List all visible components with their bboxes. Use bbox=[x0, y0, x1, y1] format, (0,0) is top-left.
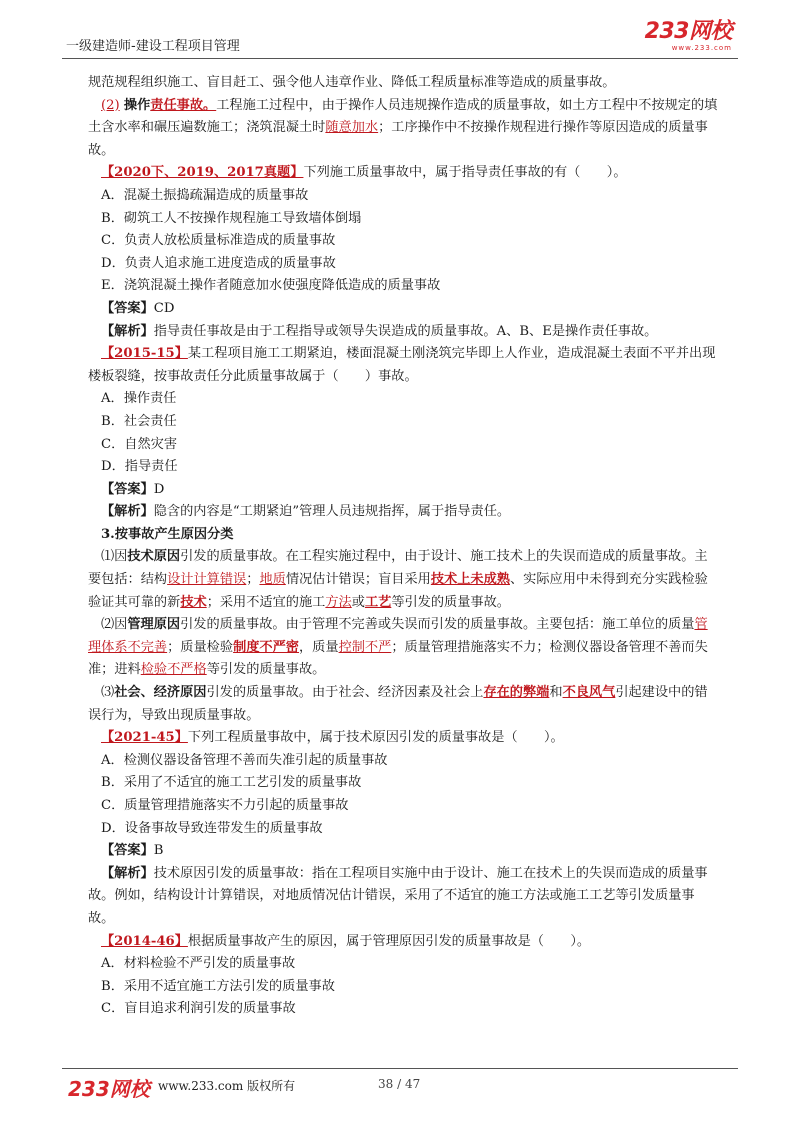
text-run: ； bbox=[246, 572, 260, 588]
option: D．设备事故导致连带发生的质量事故 bbox=[101, 820, 323, 836]
question-1-stem bbox=[88, 162, 718, 185]
item-title: 操作 bbox=[123, 97, 151, 113]
cause-social-economic bbox=[88, 682, 718, 727]
text-run: 情况估计错误；盲目采用 bbox=[285, 572, 431, 588]
key-term: 随意加水 bbox=[325, 120, 379, 136]
cause-technical bbox=[88, 546, 718, 614]
option: D．负责人追求施工进度造成的质量事故 bbox=[101, 255, 336, 271]
option: D．指导责任 bbox=[101, 459, 178, 475]
logo-text: 233网校 bbox=[644, 19, 732, 44]
option: A．操作责任 bbox=[101, 391, 177, 407]
analysis-text: 技术原因引发的质量事故：指在工程项目实施中由于设计、施工在技术上的失误而造成的质量事故。例如，结构设计计算错误，对地质情况估计错误，采用了不适宜的施工方法或施工工艺等引发质量事故。 bbox=[88, 865, 708, 926]
text-run: ，质量 bbox=[299, 639, 339, 655]
key-term: 存在的弊端 bbox=[483, 685, 550, 701]
answer-value: B bbox=[153, 843, 164, 859]
analysis bbox=[88, 863, 718, 931]
question-tag: 【2014-46】 bbox=[101, 933, 188, 949]
text-run: 引发的质量事故。由于管理不完善或失误而引发的质量事故。主要包括：施工单位的质量 bbox=[180, 617, 695, 633]
question-4-stem bbox=[88, 931, 718, 954]
option: B．社会责任 bbox=[101, 413, 177, 429]
key-term: 制度不严密 bbox=[233, 639, 299, 655]
key-term: 技术 bbox=[180, 594, 207, 610]
analysis bbox=[88, 501, 718, 524]
question-tag: 【2015-15】 bbox=[101, 346, 188, 362]
footer-copyright: www.233.com 版权所有 bbox=[158, 1079, 296, 1093]
item-number: ⑶ bbox=[101, 685, 115, 701]
item-number: ⑴因 bbox=[101, 549, 128, 565]
option: B．采用不适宜施工方法引发的质量事故 bbox=[101, 978, 335, 994]
answer-value: D bbox=[153, 481, 165, 497]
key-term: 工艺 bbox=[364, 594, 392, 610]
answer-label: 【答案】 bbox=[101, 481, 154, 497]
analysis bbox=[88, 321, 718, 344]
question-text: 某工程项目施工工期紧迫，楼面混凝土刚浇筑完毕即上人作业，造成混凝土表面不平并出现楼板裂缝，按事故责任分此质量事故属于（ ）事故。 bbox=[88, 346, 716, 384]
analysis-label: 【解析】 bbox=[101, 504, 154, 520]
option: B．采用了不适宜的施工工艺引发的质量事故 bbox=[101, 775, 362, 791]
text-run: 工程施工过程中，由于操作人员违规操作造成的质量事故，如土方工程中不按规定的填土含水率和碾压遍数施工；浇筑混凝土时 bbox=[88, 97, 718, 136]
page-footer bbox=[62, 1068, 738, 1099]
answer bbox=[88, 840, 718, 863]
option: A．检测仪器设备管理不善而失准引起的质量事故 bbox=[101, 752, 388, 768]
option: B．砌筑工人不按操作规程施工导致墙体倒塌 bbox=[101, 210, 362, 226]
analysis-label: 【解析】 bbox=[101, 865, 154, 881]
key-term: 控制不严 bbox=[338, 639, 392, 655]
answer bbox=[88, 298, 718, 321]
logo-url: www.233.com bbox=[671, 44, 732, 52]
page-header bbox=[62, 20, 738, 59]
analysis-text: 隐含的内容是“工期紧迫”管理人员违规指挥，属于指导责任。 bbox=[153, 504, 511, 520]
key-term: 不良风气 bbox=[562, 685, 616, 701]
item-number: (2) bbox=[101, 97, 120, 113]
text-run: 和 bbox=[549, 685, 563, 701]
item-number: ⑵因 bbox=[101, 617, 128, 633]
option: A．材料检验不严引发的质量事故 bbox=[101, 956, 296, 972]
text-run: ；采用不适宜的施工 bbox=[206, 594, 326, 610]
paragraph-text: 规范规程组织施工、盲目赶工、强令他人违章作业、降低工程质量标准等造成的质量事故。 bbox=[88, 75, 616, 90]
key-term: 方法 bbox=[325, 594, 352, 610]
section-heading: 3.按事故产生原因分类 bbox=[101, 526, 234, 542]
brand-logo bbox=[645, 20, 732, 52]
footer-logo: 233网校 bbox=[68, 1077, 150, 1101]
item-title: 社会、经济原因 bbox=[114, 685, 207, 701]
text-run: 或 bbox=[351, 594, 365, 610]
answer-label: 【答案】 bbox=[101, 843, 154, 859]
answer bbox=[88, 479, 718, 502]
text-run: 等引发的质量事故。 bbox=[206, 662, 326, 678]
analysis-text: 指导责任事故是由于工程指导或领导失误造成的质量事故。A、B、E是操作责任事故。 bbox=[153, 323, 658, 339]
key-term: 地质 bbox=[259, 572, 286, 588]
item-title-underlined: 责任事故。 bbox=[150, 97, 217, 113]
text-run: 引起建设中的错误行为，导致出现质量事故。 bbox=[88, 685, 708, 723]
text-run: ；质量检验 bbox=[167, 639, 234, 655]
key-term: 管理体系不完善 bbox=[88, 617, 708, 655]
item-title: 管理原因 bbox=[127, 617, 181, 633]
option: A．混凝土振捣疏漏造成的质量事故 bbox=[101, 187, 309, 203]
document-body bbox=[88, 72, 718, 1021]
paragraph-operation-responsibility bbox=[88, 95, 718, 163]
option: E．浇筑混凝土操作者随意加水使强度降低造成的质量事故 bbox=[101, 278, 441, 294]
header-title: 一级建造师-建设工程项目管理 bbox=[66, 39, 240, 54]
option: C．盲目追求利润引发的质量事故 bbox=[101, 1001, 296, 1017]
key-term: 设计计算错误 bbox=[167, 572, 247, 588]
question-tag: 【2020下、2019、2017真题】 bbox=[101, 165, 304, 181]
text-run: ；质量管理措施落实不力；检测仪器设备管理不善而失准；进料 bbox=[88, 639, 708, 678]
paragraph-continuation bbox=[88, 72, 718, 95]
cause-management bbox=[88, 614, 718, 682]
text-run: 引发的质量事故。在工程实施过程中，由于设计、施工技术上的失误而造成的质量事故。主要包括：结构 bbox=[88, 549, 708, 588]
question-3-stem bbox=[88, 727, 718, 750]
question-tag: 【2021-45】 bbox=[101, 730, 188, 746]
question-text: 根据质量事故产生的原因，属于管理原因引发的质量事故是（ ）。 bbox=[187, 933, 591, 949]
answer-label: 【答案】 bbox=[101, 300, 154, 316]
text-run: ；工序操作中不按操作规程进行操作等原因造成的质量事故。 bbox=[88, 120, 708, 158]
option: C．自然灾害 bbox=[101, 436, 178, 452]
text-run: 、实际应用中未得到充分实践检验验证其可靠的新 bbox=[88, 572, 708, 610]
page-number: 38 / 47 bbox=[378, 1077, 421, 1091]
answer-value: CD bbox=[153, 300, 175, 316]
question-text: 下列工程质量事故中，属于技术原因引发的质量事故是（ ）。 bbox=[187, 730, 564, 746]
key-term: 技术上未成熟 bbox=[430, 572, 510, 588]
text-run: 引发的质量事故。由于社会、经济因素及社会上 bbox=[206, 685, 484, 701]
question-2-stem bbox=[88, 343, 718, 388]
analysis-label: 【解析】 bbox=[101, 323, 154, 339]
option: C．负责人放松质量标准造成的质量事故 bbox=[101, 233, 336, 249]
question-text: 下列施工质量事故中，属于指导责任事故的有（ ）。 bbox=[303, 165, 627, 181]
text-run: 等引发的质量事故。 bbox=[391, 594, 510, 610]
key-term: 检验不严格 bbox=[140, 662, 207, 678]
option: C．质量管理措施落实不力引起的质量事故 bbox=[101, 798, 349, 813]
item-title: 技术原因 bbox=[127, 549, 181, 565]
